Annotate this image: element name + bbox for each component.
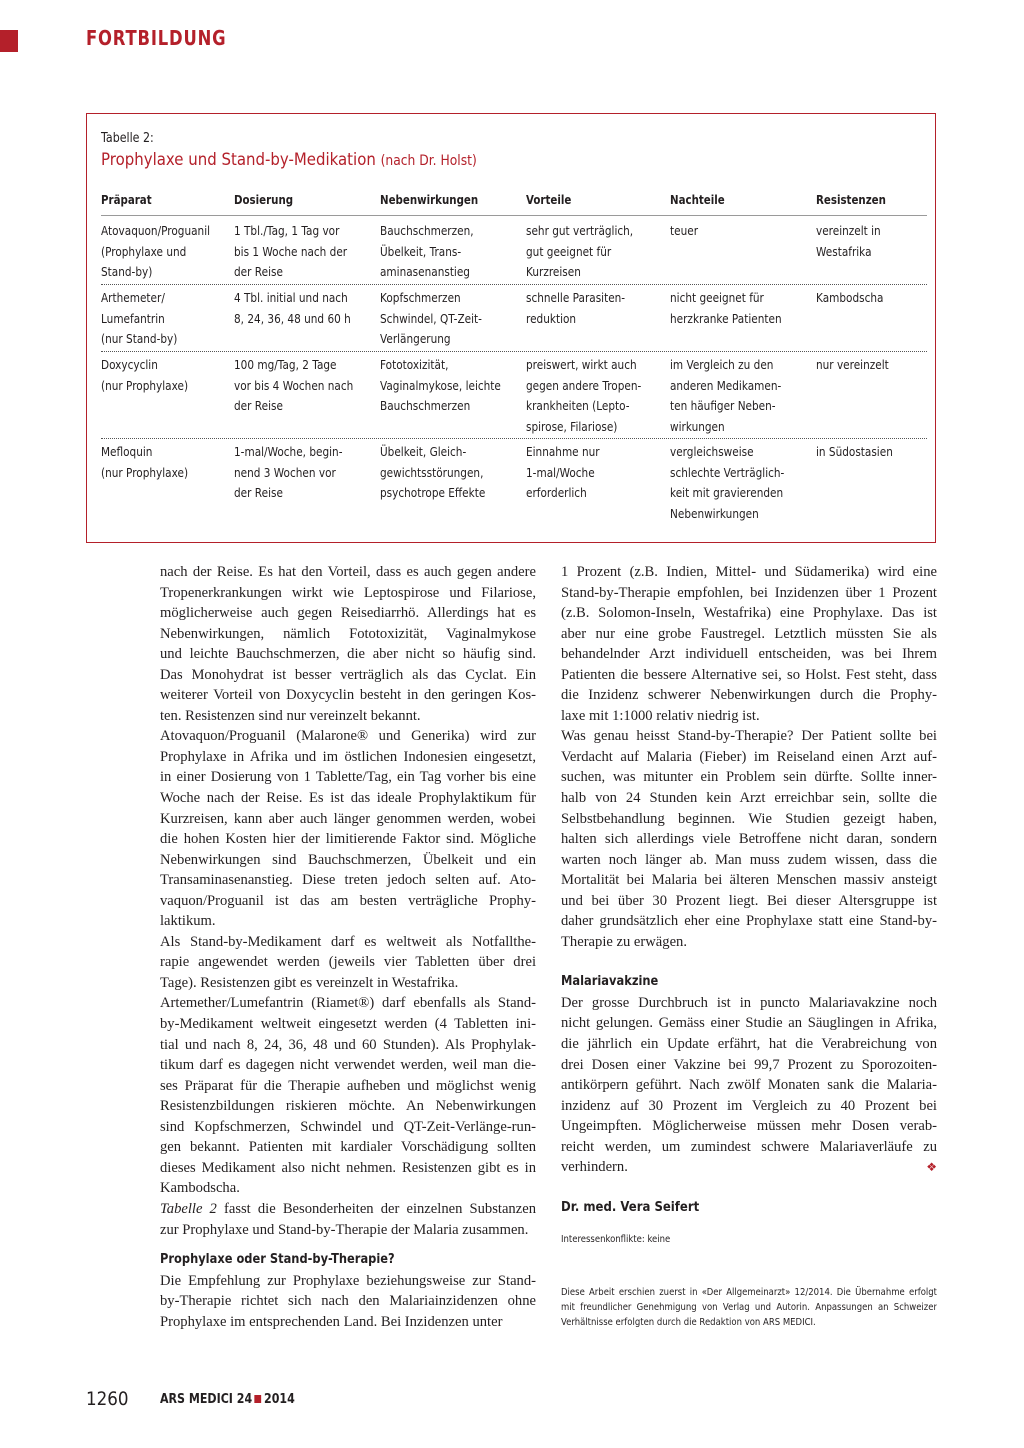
table-label: Tabelle 2:: [101, 131, 154, 146]
table-cell-line: 4 Tbl. initial und nach: [234, 290, 348, 305]
table-header-2: Nebenwirkungen: [380, 192, 479, 207]
table-cell-line: 1 Tbl./Tag, 1 Tag vor: [234, 223, 340, 238]
text-line: antikörpern geführt. Nach zwölf Monaten sank die Malaria-: [561, 1077, 937, 1094]
author-name: Dr. med. Vera Seifert: [561, 1199, 700, 1215]
table-cell: [234, 288, 351, 329]
table-cell-line: teuer: [670, 223, 699, 238]
table-cell-line: Übelkeit, Trans-: [380, 243, 462, 259]
text-line: daher grundsätzlich eher eine Prophylaxe statt eine Stand-by-: [561, 913, 937, 930]
paragraph: [160, 562, 536, 726]
spacer: [561, 1218, 937, 1232]
table-cell-line: gegen andere Tropen-: [526, 377, 642, 393]
table-cell-line: keit mit gravierenden: [670, 485, 784, 501]
text-line: tikum darf es dagegen nicht verwendet werden, weil man die-: [160, 1057, 536, 1074]
text-line: vaquon/Proguanil ist das am besten verträgliche Prophy-: [160, 892, 536, 909]
text-line: behandelnder Arzt individuell entscheiden, was bei Ihrem: [561, 646, 937, 663]
journal-year: 2014: [264, 1392, 295, 1407]
table-cell-line: in Südostasien: [816, 444, 893, 459]
table-cell: [101, 442, 188, 483]
text-line: Mortalität bei Malaria bei älteren Menschen massiv ansteigt: [561, 872, 937, 889]
text-line: die Inzidenz schwerer Nebenwirkungen durch die Prophy-: [561, 687, 937, 704]
text-line: gen bekannt. Patienten mit kardialer Vorschädigung sollten: [160, 1139, 536, 1156]
text-line: drei Dosen einer Vakzine bei 99,7 Prozent zu Sporozoiten-: [561, 1056, 937, 1073]
table-cell-line: schlechte Verträglich-: [670, 464, 785, 480]
text-line: Verhältnisse erfolgten durch die Redaktion von ARS MEDICI.: [561, 1317, 816, 1329]
table-cell-line: gewichtsstörungen,: [380, 464, 484, 480]
table-cell-line: Westafrika: [816, 243, 872, 259]
text-line: Prophylaxe im entsprechenden Land. Bei Inzidenzen unter: [160, 1313, 503, 1330]
text-line: Artemether/Lumefantrin (Riamet®) darf ebenfalls als Stand-: [160, 995, 536, 1012]
table-cell-line: 100 mg/Tag, 2 Tage: [234, 357, 337, 372]
table-row-divider: [101, 438, 927, 439]
paragraph: [160, 1199, 536, 1240]
table-title: [101, 150, 477, 170]
table-cell-line: gut geeignet für: [526, 243, 612, 259]
table-cell-line: psychotrope Effekte: [380, 485, 486, 501]
text-line: die hohen Kosten hier der limitierende Faktor sind. Mögliche: [160, 831, 536, 848]
text-line: laktikum.: [160, 913, 216, 930]
text-line: Tabelle 2 fasst die Besonderheiten der einzelnen Substanzen: [160, 1200, 536, 1217]
table-header-4: Nachteile: [670, 192, 725, 207]
text-line: Patienten die bessere Alternative sei, so Holst. Fest steht, dass: [561, 666, 937, 683]
table-cell-line: Bauchschmerzen,: [380, 223, 474, 238]
text-line: aber nur eine grobe Faustregel. Letztlich müssten Sie als: [561, 625, 937, 642]
text-line: Ungeimpften. Möglicherweise müssen mehr Dosen verab-: [561, 1118, 937, 1135]
table-cell-line: der Reise: [234, 485, 283, 501]
table-cell-line: 1-mal/Woche, begin-: [234, 444, 343, 459]
table-cell: [234, 442, 343, 504]
table-header-rule: [101, 215, 927, 216]
text-line: reicht werden, um zumindest schwere Malariaverläufe zu: [561, 1138, 937, 1155]
table-cell-line: nur vereinzelt: [816, 357, 889, 372]
section-heading: Malariavakzine: [561, 974, 659, 990]
text-line: Atovaquon/Proguanil (Malarone® und Generika) wird zur: [160, 728, 536, 745]
table-cell-line: Fototoxizität,: [380, 357, 449, 372]
table-cell-line: herzkranke Patienten: [670, 310, 782, 326]
table-cell-line: (Prophylaxe und: [101, 243, 187, 259]
text-line: Resistenzbildungen riskieren möchte. An Nebenwirkungen: [160, 1098, 536, 1115]
paragraph: [160, 932, 536, 994]
page-number: 1260: [86, 1388, 129, 1410]
journal-name: ARS MEDICI 24: [160, 1392, 253, 1407]
table-cell-line: Lumefantrin: [101, 310, 165, 326]
table-cell: [101, 221, 210, 283]
table-cell-line: spirose, Filariose): [526, 418, 618, 434]
table-cell-line: Kurzreisen: [526, 264, 581, 280]
paragraph: [160, 726, 536, 931]
table-cell: [380, 221, 474, 283]
text-line: und bei über 30 Prozent liegt. Bei dieser Altersgruppe ist: [561, 892, 937, 909]
table-cell: [526, 221, 633, 283]
text-line: sind Kopfschmerzen, Schwindel und QT-Zeit-Verlänge-run-: [160, 1118, 536, 1135]
text-line: dieses Medikament also nicht nehmen. Resistenzen gibt es in: [160, 1159, 536, 1176]
table-cell: [816, 221, 881, 262]
text-line: zur Prophylaxe und Stand-by-Therapie der Malaria zusammen.: [160, 1221, 529, 1238]
table-cell-line: im Vergleich zu den: [670, 357, 774, 372]
italic-reference: Tabelle 2: [160, 1200, 217, 1217]
table-cell-line: Doxycyclin: [101, 357, 158, 372]
spacer: [561, 1247, 937, 1285]
text-line: laxe mit 1:1000 relativ niedrig ist.: [561, 707, 760, 724]
table-cell-line: Arthemeter/: [101, 290, 165, 305]
text-line: by-Medikament weltweit eingesetzt werden (4 Tabletten ini-: [160, 1016, 536, 1033]
table-cell-line: erforderlich: [526, 485, 587, 501]
text-line: Nebenwirkungen, nämlich Fototoxizität, Vaginalmykose: [160, 625, 536, 642]
text-line: in einer Dosierung von 1 Tablette/Tag, ein Tag vorher bis eine: [160, 769, 536, 786]
text-line: mit freundlicher Genehmigung von Verlag und Autorin. Anpassungen an Schweizer: [561, 1302, 937, 1314]
table-cell-line: ten häufiger Neben-: [670, 398, 776, 414]
text-line: warten noch länger ab. Man muss zudem wissen, dass die: [561, 851, 937, 868]
table-cell-line: Mefloquin: [101, 444, 153, 459]
table-cell-line: schnelle Parasiten-: [526, 290, 626, 305]
table-cell-line: bis 1 Woche nach der: [234, 243, 348, 259]
table-cell-line: wirkungen: [670, 418, 725, 434]
table-cell: [526, 442, 600, 504]
table-cell: [670, 221, 698, 242]
text-line: Stand-by-Therapie empfohlen, bei Inzidenzen über 1 Prozent: [561, 584, 937, 601]
table-cell-line: Atovaquon/Proguanil: [101, 223, 211, 238]
table-cell-line: reduktion: [526, 310, 577, 326]
table-cell-line: Kambodscha: [816, 290, 884, 305]
table-cell-line: der Reise: [234, 398, 283, 414]
text-line: Nebenwirkungen sind Bauchschmerzen, Übelkeit und ein: [160, 851, 536, 868]
table-cell-line: Bauchschmerzen: [380, 398, 471, 414]
text-line: weiterer Vorteil von Doxycyclin besteht in den geringen Kos-: [160, 687, 536, 704]
table-header-5: Resistenzen: [816, 192, 886, 207]
table-cell-line: Verlängerung: [380, 331, 451, 347]
conflict-of-interest: Interessenkonflikte: keine: [561, 1234, 671, 1246]
text-line: halb von 24 Stunden kein Arzt erreichbar sein, sollte die: [561, 790, 937, 807]
right-column: [561, 562, 937, 1330]
text-line: Verdacht auf Malaria (Fieber) im Reiseland einen Arzt auf-: [561, 748, 937, 765]
table-cell-line: (nur Prophylaxe): [101, 464, 189, 480]
table-cell-line: 8, 24, 36, 48 und 60 h: [234, 310, 351, 326]
text-line: Transaminasenanstieg. Diese treten jedoch selten auf. Ato-: [160, 872, 536, 889]
section-marker: [0, 30, 18, 52]
table-box: [86, 113, 936, 543]
heading-spacer: [561, 952, 937, 972]
paragraph: [561, 562, 937, 726]
table-cell-line: 1-mal/Woche: [526, 464, 595, 480]
table-cell-line: der Reise: [234, 264, 283, 280]
table-cell-line: Nebenwirkungen: [670, 505, 759, 521]
table-cell: [670, 355, 781, 437]
end-mark-icon: ❖: [926, 1160, 937, 1175]
publication-note: [561, 1285, 937, 1330]
table-cell-line: anderen Medikamen-: [670, 377, 782, 393]
table-cell-line: Übelkeit, Gleich-: [380, 444, 467, 459]
text-line: Als Stand-by-Medikament darf es weltweit als Notfallthe-: [160, 933, 536, 950]
table-cell-line: vor bis 4 Wochen nach: [234, 377, 354, 393]
text-line: die jährlich ein Update erfährt, hat die Verabreichung von: [561, 1036, 937, 1053]
text-line: (z.B. Solomon-Inseln, Westafrika) eine Prophylaxe. Das ist: [561, 605, 937, 622]
table-cell: [101, 355, 188, 396]
text-line: möglicherweise auch gegen Reisediarrhö. Allerdings hat es: [160, 605, 536, 622]
table-cell-line: sehr gut verträglich,: [526, 223, 634, 238]
table-cell-line: Kopfschmerzen: [380, 290, 461, 305]
table-cell-line: Schwindel, QT-Zeit-: [380, 310, 482, 326]
table-header-3: Vorteile: [526, 192, 572, 207]
table-cell-line: aminasenanstieg: [380, 264, 470, 280]
text-line: ses Präparat für die Therapie aufheben und möglichst wenig: [160, 1077, 536, 1094]
text-line: Therapie zu erwägen.: [561, 933, 687, 950]
spacer: [561, 1178, 937, 1198]
table-cell-line: (nur Stand-by): [101, 331, 178, 347]
paragraph: [561, 726, 937, 952]
table-cell-line: (nur Prophylaxe): [101, 377, 189, 393]
text-line: Der grosse Durchbruch ist in puncto Malariavakzine noch: [561, 994, 937, 1011]
text-line: Tropenerkrankungen wirkt wie Leptospirose und Filariose,: [160, 584, 536, 601]
table-title-suffix: (nach Dr. Holst): [380, 153, 477, 169]
table-cell: [234, 355, 353, 417]
table-cell-line: Vaginalmykose, leichte: [380, 377, 501, 393]
heading-spacer: [160, 1240, 536, 1250]
table-cell-line: Stand-by): [101, 264, 153, 280]
text-line: Was genau heisst Stand-by-Therapie? Der Patient sollte bei: [561, 728, 937, 745]
journal-issue: [160, 1392, 295, 1407]
table-cell-line: vereinzelt in: [816, 223, 881, 238]
text-line: Prophylaxe in Afrika und im östlichen Indonesien eingesetzt,: [160, 748, 536, 765]
table-cell: [816, 288, 883, 309]
text-line: Die Empfehlung zur Prophylaxe beziehungsweise zur Stand-: [160, 1272, 536, 1289]
table-title-main: Prophylaxe und Stand-by-Medikation: [101, 150, 376, 170]
text-line: Tage). Resistenzen gibt es vereinzelt in Westafrika.: [160, 974, 459, 991]
table-cell: [816, 355, 889, 376]
table-cell-line: preiswert, wirkt auch: [526, 357, 637, 372]
table-cell: [101, 288, 177, 350]
section-title: FORTBILDUNG: [86, 26, 227, 50]
text-line: und leichte Bauchschmerzen, die aber nicht so häufig sind.: [160, 646, 536, 663]
paragraph: [160, 1271, 536, 1333]
text-line: tial und nach 8, 24, 36, 48 und 60 Stunden). Als Prophylak-: [160, 1036, 536, 1053]
text-line: rapie angewendet werden (jeweils vier Tabletten über drei: [160, 954, 536, 971]
table-row-divider: [101, 351, 927, 352]
table-cell: [526, 288, 625, 329]
table-cell: [526, 355, 641, 437]
table-cell: [234, 221, 347, 283]
text-line: Das Monohydrat ist besser verträglich als das Cyclat. Ein: [160, 666, 536, 683]
text-line: Diese Arbeit erschien zuerst in «Der Allgemeinarzt» 12/2014. Die Übernahme erfolgt: [561, 1287, 937, 1299]
table-cell: [380, 355, 501, 417]
section-heading: Prophylaxe oder Stand-by-Therapie?: [160, 1252, 395, 1268]
table-cell: [380, 288, 482, 350]
table-cell: [670, 442, 784, 524]
table-cell-line: nend 3 Wochen vor: [234, 464, 336, 480]
text-line: suchen, was mitunter ein Problem sein dürfte. Sollte inner-: [561, 769, 937, 786]
paragraph: [160, 993, 536, 1198]
text-line: nach der Reise. Es hat den Vorteil, dass es auch gegen andere: [160, 564, 536, 580]
text-line: nicht gelungen. Gemäss einer Studie an Säuglingen in Afrika,: [561, 1015, 937, 1032]
paragraph: [561, 993, 937, 1178]
table-cell: [670, 288, 782, 329]
text-line: 1 Prozent (z.B. Indien, Mittel- und Südamerika) wird eine: [561, 564, 937, 580]
table-header-0: Präparat: [101, 192, 152, 207]
text-line: ten. Resistenzen sind nur vereinzelt bekannt.: [160, 707, 421, 724]
text-line: Woche nach der Reise. Es ist das ideale Prophylaktikum für: [160, 790, 536, 807]
text-line: Selbstbehandlung beginnen. Wie Studien gezeigt haben,: [561, 810, 937, 827]
table-row-divider: [101, 284, 927, 285]
text-line: verhindern.: [561, 1159, 628, 1176]
text-line: Kambodscha.: [160, 1180, 240, 1197]
text-line: Kurzreisen, kann aber auch länger genommen werden, wobei: [160, 810, 536, 827]
table-cell: [380, 442, 485, 504]
table-cell-line: vergleichsweise: [670, 444, 754, 459]
text-line: halten sich allerdings viele Betroffene nicht daran, sondern: [561, 831, 937, 848]
text-line: by-Therapie richtet sich nach den Malariainzidenzen ohne: [160, 1293, 536, 1310]
square-separator: [255, 1395, 262, 1403]
table-cell-line: krankheiten (Lepto-: [526, 398, 630, 414]
table-cell-line: Einnahme nur: [526, 444, 600, 459]
text-line: inzidenz auf 30 Prozent im Vergleich zu 40 Prozent bei: [561, 1097, 937, 1114]
table-header-1: Dosierung: [234, 192, 294, 207]
left-column: [160, 562, 536, 1332]
table-cell: [816, 442, 893, 463]
table-cell-line: nicht geeignet für: [670, 290, 764, 305]
